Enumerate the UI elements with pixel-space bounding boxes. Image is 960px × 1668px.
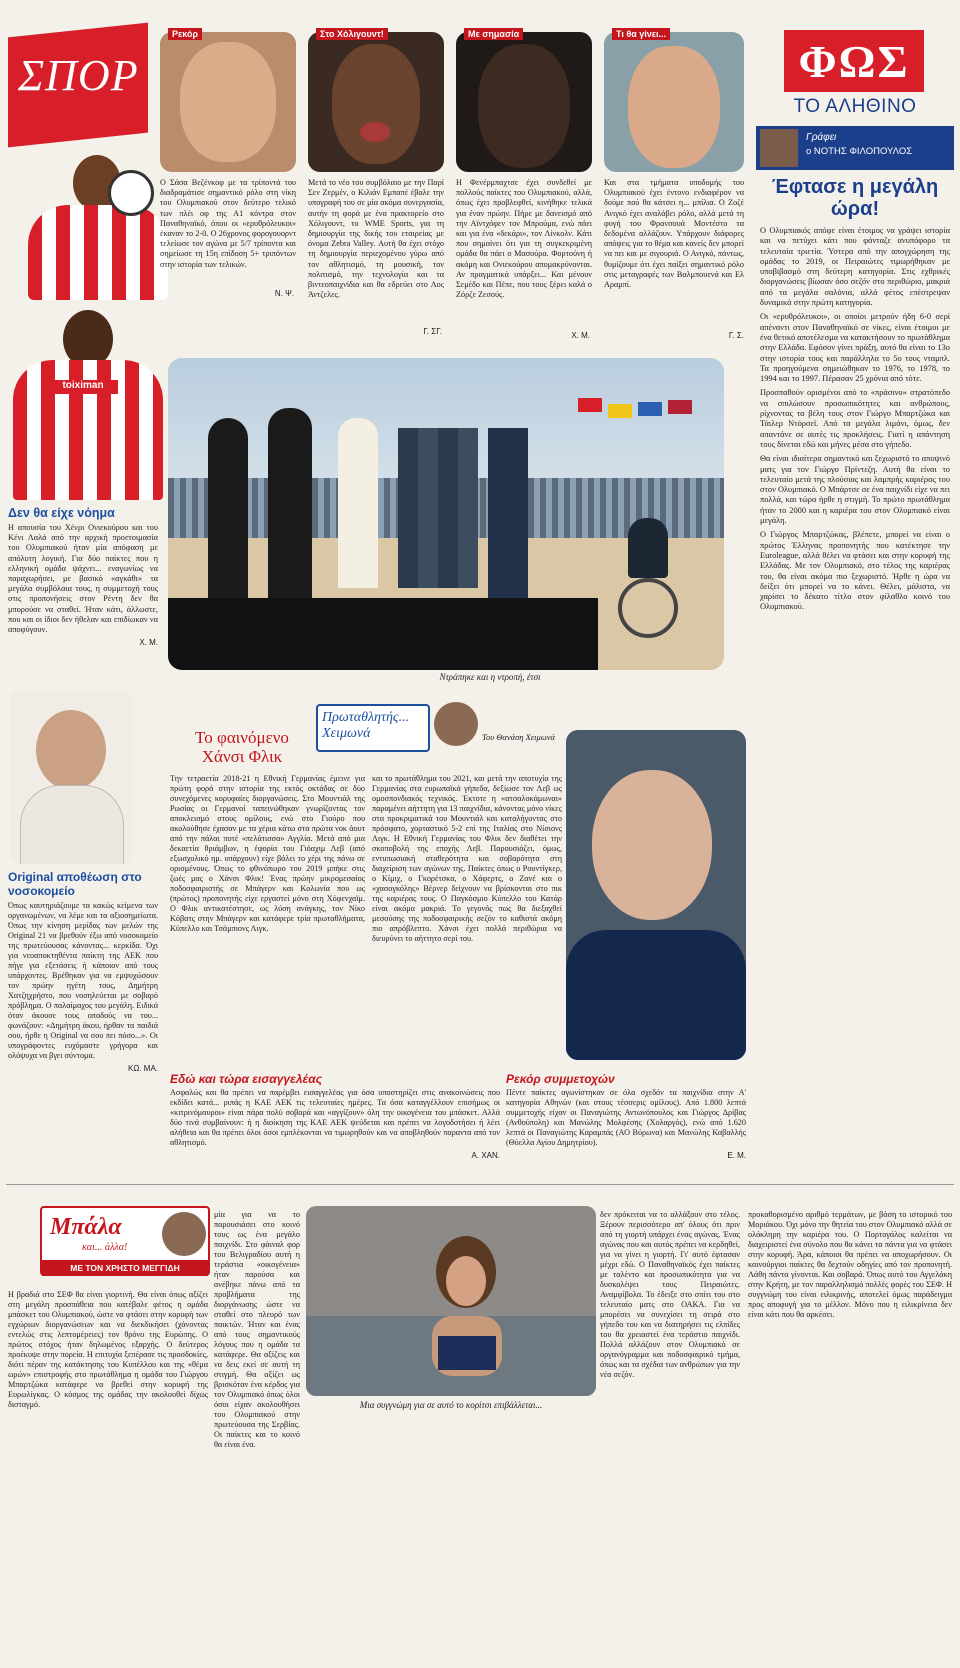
card-tag: Ρεκόρ [168,28,202,40]
nohma-text: Η απουσία του Χένρι Ονιεκούρου και του Κένι Λαλά από την αρχική προετοιμασία του Ολυμπιακού ήταν μία απόφαση με απόλυτη λογική. Για δύο παίκτες που η ελληνική ομάδα ψάχνει... εναγωνίως να παραχωρήσει, με βασικό «αγκάθι» τα μεγάλα συμβόλαια τους, η συμμετοχή τους στις προπονήσεις στον Ρέντη δεν θα μπορούσε να σταθεί. Ήταν κάτι, άλλωστε, που και οι ίδιοι δεν ήθελαν και επιδίωκαν να αποφύγουν. [8,523,158,635]
section-logo [8,20,158,150]
card-sign: Γ. Σ. [728,331,744,340]
original-article [8,870,158,1170]
ceremony-caption: Ντράπηκε και η ντροπή, έτσι [439,672,541,682]
mpala-caption: Μια συγγνώμη για σε αυτό το κορίτσι επιβάλλεται... [359,1400,543,1410]
mpala-logo-sub: και... άλλα! [82,1242,128,1253]
ceremony-photo [168,358,724,670]
fos-paragraph: Θα είναι ιδιαίτερα σημαντικό και ξεχωριστό το αποψινό ματς για τον Γιώργο Πρίντεζη. Αυτή θα είναι το τελευταίο μετά της πλούσιας και λαμπρής καριέρας του στον Ολυμπιακό. Ο Μπάρτσε σε ένα παιχνίδι είχε να πει πολλά, και τώρα ήρθε η στιγμή. Το πρώτο πρωτάθλημα ήταν το 2000 και η καριέρα του στον Ολυμπιακό είναι μεγάλη. [760,454,950,526]
original-text: Όπως καυτηριάζουμε τα κακώς κείμενα των οργανωμένων, να λέμε και τα αξιοσημείωτα. Όπως την κίνηση μερίδας των μελών της Original 21 να βρεθούν έξω από νοσοκομείο της πρωτεύουσας κάνοντας... κερκίδα. Όχι για νεοαποκτηθέντα παίκτη της ΑΕΚ που πήγε για εξετάσεις ή κάποιον από τους υπάρχοντες. Βρέθηκαν για να εμψυχώσουν τον πρώην ηγέτη τους, Δημήτρη Χατζηχρήστο, που νοσηλεύεται με σοβαρό πρόβλημα. Ο παλαίμαχος του μεγάλη. Ειδικά όταν άκουσε τους οπαδούς να του... φωνάζουν: «Δημήτρη άκου, ήρθαν τα παιδιά σου, ήρθε η Original να σου πει πόσο...». Οι υπογράφοντες ευχόμαστε γρήγορα και ολόψυχα να βγει σύντομα. [8,901,158,1060]
column-logo: Πρωταθλητής... Χειμωνά [316,704,430,752]
card-text: Ο Σάσα Βεζένκοφ με τα τρίποντά του διαδραμάτισε σημαντικό ρόλο στη νίκη του Ολυμπιακού στον δεύτερο τελικό των πλέι οφ της Α1 κόντρα στον Παναθηναϊκό, όπου οι «ερυθρόλευκοι» έκαναν το 2-0. Ο 26χρονος φορογουορντ τελείωσε τον αγώνα με 5/7 τρίποντα και σημείωσε τη 15η επίδοση 5+ τριπόντων στην ιστορία των τελικών. [160,178,296,269]
mpala-col-4: προκαθορισμένο αριθμό τερμάτων, με βάση το ιστορικό του Μοριάκου. Όχι μόνο την θητεία του στον Ολυμπιακό αλλά σε ολόκληρη την καριέρα του. Ο Πορτογάλος καλείται να διαχειριστεί ένα σύνολο που θα κάνει τα πάντα για να φτάσει στην κορυφή. Άρα, κάποιοι θα πρέπει να αποχωρήσουν. Οι καινούργιοι παίκτες θα δεχτούν οδηγίες από τον προπονητή. Λάθη πάντα γίνονται. Και σοβαρά. Όπως αυτό του Αγγελάκη στην Κρήτη, με τον παραλληλισμό πολλές φορές του ΣΕΦ. Η συγγνώμη του είναι ειλικρινής, αποτελεί όμως παράδειγμα προς αποφυγή για το μέλλον. Μόνο που η ειλικρίνεια δεν είναι κάτι που θα αρκέσει. [748,1210,952,1319]
byline-name: ο ΝΟΤΗΣ ΦΙΛΟΠΟΥΛΟΣ [806,146,913,157]
nohma-title: Δεν θα είχε νόημα [8,506,115,520]
original-photo [10,690,132,864]
top-card-2 [308,28,448,336]
flick-col-1: Την τετραετία 2018-21 η Εθνική Γερμανίας έμεινε για πρώτη φορά στην ιστορία της εκτός οκτάδας σε δύο συνεχόμενες κορυφαίες διοργανώσεις. Στο Μουντιάλ της Ρωσίας οι Γερμανοί ταπεινώθηκαν γνωρίζοντας τον αποκλεισμό στους ομίλους, ενώ στο Γιούρο που ακολούθησε έχασαν με τα χέρια κάτω στα πρώτα νοκ άουτ από την πάλαι ποτέ «πελάτισσα» Αγγλία. Μετά από μια δεκαετία θριάμβων, η έφορία του Γιόαχιμ Λεβ (από εξωσχολικό ημ. υπάρχουν) είχε βάλει το χέρι της πάνω σε ορισμένους. Όπως το φθινόπωρο του 2019 μπήκε στις ζωές μας ο Χάνσι Φλικ! Ένας πρώην μικρομεσαίος ποδοσφαιριστής σε Μπάγερν και Κολωνία που ως (πρώτος) προπονητής είχε εργαστεί μόνο στη Χόφενχαϊμ. Ο Φλικ αντικατέστησε, ως λύση ανάγκης, τον Νίκο Κόβατς στην Μπάγερν και κατάφερε τρία πρωταθλήματα, Κύπελλο και Τσάμπιονς Λιγκ. [170,774,365,933]
eisaggeleas-text: Ασφαλώς και θα πρέπει να παρέμβει εισαγγελέας για όσα υποστηρίζει στις ανακοινώσεις που εκδίδει κατά... ριπάς η ΚΑΕ ΑΕΚ τις τελευταίες ημέρες. Τα όσα καταγγέλλουν επισήμως οι «κιτρινόμαυροι» είναι πάρα πολύ σοβαρά και «αγγίζουν» όλη την οικογένεια του μπάσκετ. Αλλά δύο τινά συμβαίνουν: ή η διοίκηση της ΚΑΕ ΑΕΚ ψεύδεται και πρέπει να λογοδοτήσει ή λέει αλήθεια και θα πρέπει όλοι όσοι εμπλέκονται να τιμωρηθούν και να αποβληθούν παραντα από τον αθλητισμό. [170,1088,500,1147]
mpala-col-3: δεν πρόκειται να το αλλάξουν στο τέλος. Ξέρουν περισσότερο απ' όλους ότι πριν από τη γιορτή υπάρχει ένας αγώνας. Ένας αγώνας που και αυτός πρέπει να κερδηθεί, για να γίνει η γιορτή. Γι' αυτό έφτασαν μέχρι εδώ. Ο Παναθηναϊκός έχει παίκτες με ταλέντο και προσωπικότητα για να δυσκολέψει τους Πειραιώτες. Αναμφίβολα. Το έδειξε στο σπίτι του στο τελευταίο ματς στο ΟΑΚΑ. Για να μπορέσει να συνεχίσει τη σειρά στο γήπεδο του και να διατηρήσει τις ελπίδες του θα χρειαστεί ένα τεράστιο παιχνίδι. Πολλά αλλάζουν στον Ολυμπιακό σε οργανόγραμμα και ποδοσφαιρικό τμήμα, όπως και τα σχέδια των ανθρώπων για την νέα σεζόν. [600,1210,740,1379]
mpala-byline: ΜΕ ΤΟΝ ΧΡΗΣΤΟ ΜΕΓΓΙΔΗ [42,1260,208,1276]
section-title: ΣΠΟΡ [18,51,139,100]
mpala-logo-box [40,1206,210,1276]
author-avatar [162,1212,206,1256]
card-tag: Στο Χόλιγουντ! [316,28,388,40]
top-card-3 [456,28,596,340]
mpala-logo: Μπάλα [50,1214,122,1240]
player-portrait [456,32,592,172]
fos-paragraph: Ο Ολυμπιακός απόφε είναι έτοιμος να γράψει ιστορία και να πετύχει κάτι που φάνταζε ανυπόφορο τα τελευταία τριετία. Ύστερα από την απογχώρηση της ομάδας το 2019, οι Πειραιώτες τιμωρήθηκαν με υποβιβασμό στη δεύτερη κατηγορία. Στις εχθρικές διοργανώσεις βίωσαν όσο σεζόν στο περιθώριο, μακριά από τα μεγάλα σαλόνια, αλλά φέτος επέστρεψαν δυναμικά στην πρώτη κατηγορία. [760,226,950,308]
eisaggeleas-article [170,1072,500,1162]
byline-prefix: Γράφει [806,132,837,143]
card-sign: Χ. Μ. [571,331,590,340]
author-avatar [434,702,478,746]
player-portrait [308,32,444,172]
card-text: Και στα τμήματα υποδομής του Ολυμπιακού έχει έντονο ενδιαφέρον να δούμε πού θα κάτσει η... μπίλια. Ο Ζοζέ Ανιγκό έχει αναλάβει ρόλο, αλλά μετά τη φυγή του Φρανσουά Μοντέστο τα δεδομένα αλλάζουν. Υπάρχουν διάφορες απόψεις για το θέμα και κανείς δεν μπορεί να πει και με σιγουριά. Ο Ανιγκό, πάντως, θυμίζουμε ότι έχει παίξει σημαντικό ρόλο στις μεταγραφές των Βαλμπουενά και Ελ Αραμπί. [604,178,744,290]
rekor-title: Ρεκόρ συμμετοχών [506,1072,615,1086]
rekor-sign: Ε. Μ. [727,1151,746,1160]
flick-title: Το φαινόμενο Χάνσι Φλικ [195,728,289,766]
fos-body [760,226,950,617]
eisaggeleas-sign: Α. ΧΑΝ. [471,1151,500,1160]
card-sign: Ν. Ψ. [274,289,294,298]
rekor-text: Πέντε παίκτες αγωνίστηκαν σε όλα σχεδόν τα παιχνίδια στην Α' κατηγορία Αθηνών (και στους τέσσερις ομίλους). Από 1.800 λεπτά συμμετοχής είχαν οι Παναγιώτης Αντωνόπουλος και Γιώργος Δρίβας (Ανθούπολη) και Μανώλης Μολφέσης (Χολαργός), ενώ από 1.620 λεπτά οι Παναγιώτης Καραμπάς (ΑΟ Βύρωνα) και Μανώλης Καβαλλής (Θύελλα Αγίου Δημητρίου). [506,1088,746,1147]
player-photo-2: toiximan [8,300,178,505]
fos-byline-box [756,126,954,170]
card-text: Η Φενέρμπαχτσε έχει συνδεθεί με πολλούς παίκτες του Ολυμπιακού, αλλά, όπως έχει προβλεφθεί, κινήθηκε τελικά για έναν πρώην. Πήρε με δανεισμό από την Αϊντχόφεν τον Μπρούμα, ενώ πάει και για ένα «δεκάρι», τον Λίνκολν. Κάτι που σημαίνει ότι για τη συγκεκριμένη ομάδα θα πάει ο Μασούρα. Φορτούνη ή ακόμη και Ονιεκούρου απομακρύνονται. Αν πραγματικά υπάρξει... Και μένουν Σεμέδο και Πέπε, που τους ξέρει καλά ο Ζόρζε Ζεσούς. [456,178,592,300]
card-text: Μετά το νέο του συμβόλαιο με την Παρί Σεν Ζερμέν, ο Κιλιάν Εμπαπέ έβαλε την υπογραφή του σε μία ακόμα συνεργασία, αυτήν τη φορά με ένα πρακτορείο στο Χόλιγουντ, το WME Sports, για τη δημιουργία της δικής του εταιρείας με όνομα Zebra Valley. Αυτή θα έχει στόχο τη δημιουργία περιεχομένου γύρω από τον αθλητισμό, τη μουσική, τον πολιτισμό, την τεχνολογία και τα βιντεοπαιχνίδια και θα εδρεύει στο Λος Άντζελες. [308,178,444,300]
coach-portrait [604,32,744,172]
card-tag: Με σημασία [464,28,523,40]
flick-header [170,690,560,770]
fos-subtitle: ΤΟ ΑΛΗΘΙΝΟ [793,96,917,117]
card-sign: Γ. ΣΓ. [423,327,442,336]
column-author: Του Θανάση Χειμωνά [482,732,556,742]
eisaggeleas-title: Εδώ και τώρα εισαγγελέας [170,1072,323,1086]
original-title: Original αποθέωση στο νοσοκομείο [8,870,142,898]
flick-col-2: και το πρωτάθλημα του 2021, και μετά την αποτυχία της Γερμανίας στα ευρωπαϊκά γήπεδα, δεξίωσε τον Λεβ ως ομοσπονδιακός τεχνικός. Έκτοτε η «ατσαλοκάμωναι» παραμένει αήττητη για 13 παιχνίδια, κάνοντας μόνο νίκες στα προκριματικά του Μουντιάλ και καταλήγοντας στο πρόσφατο, χορταστικό 5-2 επί της Ιταλίας στο Νίσιονς Λιγκ. Η Εθνική Γερμανίας του Φλικ δεν διαθέτει την σκοποβολή της εποχής Λεβ. Παρουσιάζει, όμως, εντυπωσιακή σταθερότητα και σοβαρότητα στη διαχείριση των αγώνων της. Παίκτες όπως ο Ρουντίγκερ, ο Κίμιχ, ο Γκορέτσκα, ο Χάφερτς, ο Ζανέ και ο «χασογκόλης» Βέρνερ δείχνουν να βρίσκονται στο πικ της καριέρας τους. Ο Παγκόσμιο Κύπελλο του Κατάρ είναι ακόμα μακριά. Το γεγονός πως θα διεξαχθεί μεσούσης της ποδοσφαιρικής σεζόν το καθιστά ακόμη πιο απρόβλεπτο. Χάνσι έχει πολλά περιθώρια να διευρύνει το αήττητο σερί του. [372,774,562,943]
original-sign: ΚΩ. ΜΑ. [128,1064,158,1073]
section-divider [6,1184,954,1185]
flick-photo [566,730,746,1060]
author-avatar [760,129,798,167]
fos-headline: Έφτασε η μεγάλη ώρα! [771,176,939,220]
rekor-article [506,1072,746,1162]
top-card-1 [160,28,300,318]
mpala-photo [306,1206,596,1396]
fos-paragraph: Ο Γιώργος Μπαρτζώκας, βλέπετε, μπορεί να είναι ο πρώτος Έλληνας προπονητής που κατέκτησε την Euroleague, αλλά θέλει να φτάσει και στην κορυφή της Ελλάδας. Με τον Ολυμπιακό, στο τέλος της καριέρας του, θα είναι ακόμα πιο ξεχωριστό. Ήρθε η ώρα να δείξει ότι μπορεί να το κάνει. Θέλει, μάλιστα, να χαρίσει το δέκατο τίτλο στον φίλαθλο κοινό του Ολυμπιακού. [760,530,950,612]
fos-paragraph: Προσπαθούν ορισμένοι από το «πράσινο» στρατόπεδο να σπιλώσουν προσωπικότητες και ανθρώπους, ρίχνοντας τα βέλη τους στον Γιώργο Μπαρτζώκα και Τάιλερ Ντόρσεϊ. Από τα μεγάλα λιμάνι, όμως, δεν απαντάνε σε αυτές τις προκλήσεις. Γιατί η απάντηση τους δίνεται εδώ και μήνες μέσα στο γήπεδο. [760,388,950,449]
nohma-sign: Χ. Μ. [139,638,158,648]
mpala-col-1: Η βραδιά στο ΣΕΦ θα είναι γιορτινή. Θα είναι όπως αξίζει στη μεγάλη προσπάθεια που κατέβαλε φέτος η ομάδα μπάσκετ του Ολυμπιακού, ώστε να φτάσει στην κορυφή των εγχώριων διοργανώσεων και να διεκδικήσει (χάνοντας εντελώς στις λεπτομέρειες) τον θρόνο της Ευρώπης. Ο πρώτος στόχος ήταν δηλωμένος εξαρχής. Ο δεύτερος προέκυψε στην πορεία. Η επιτυχία ξεπέρασε τις προσδοκίες, διότι πέραν της κατάκτησης του Κυπέλλου και της «θέμα ωρών» επιστροφής στο πρωτάθλημα η ομάδα του Γιώργου Μπαρτζώκα κατάφερε να βρεθεί στην κορυφή της Ευρωλίγκας. Ο κόσμος της ομάδας την ακολουθεί δίχως δισταγμό. [8,1290,208,1409]
fos-logo: ΦΩΣ [784,30,924,92]
player-photo-1 [8,150,178,310]
player-portrait [160,32,296,172]
fos-column [756,20,954,1190]
top-card-4 [604,28,750,340]
mpala-col-2: μία για να το παρουσιάσει στο κοινό τους ως ένα μεγάλο παιχνίδι. Στο φάιναλ φορ του Βελιγραδίου αυτή η τεράστια «οικογένεια» ήταν παρούσα και ανέβηκε πάνω από τα προβλήματα της διοργάνωσης ώστε να σταθεί στο πλευρό των παικτών. Ήταν και ένας από τους σημαντικούς λόγους που η ομάδα τα κατάφερε. Θα αξίζεις και να δεις εκεί σε αυτή τη στιγμή. Θα αξίζει ως βρισκόταν ένα κέρδος για τον Ολυμπιακό όπως όλοι όσοι είχαν ακολουθήσει του Ολυμπιακού στην πρωτεύουσα της Σερβίας. Οι παίκτες και το κοινό θα είναι ένα. [214,1210,300,1449]
nohma-article [8,506,158,676]
fos-paragraph: Οι «ερυθρόλευκοι», οι οποίοι μετρούν ήδη 6-0 σερί απέναντι στον Παναθηναϊκό σε νίκες, είναι έτοιμοι με ένα θετικό αποτέλεσμα να κατακτήσουν το πρωτάθλημα στην Ελλάδα. Εφόσον γίνει πράξη, αυτό θα είναι το 13ο στην ιστορία τους και παράλληλα το 5ο τους νταμπλ. Τα προηγούμενα σημειώθηκαν το 1976, το 1978, το 1994 και το 1997. Πέρασαν 25 χρόνια από τότε. [760,312,950,384]
card-tag: Τι θα γίνει... [612,28,670,40]
